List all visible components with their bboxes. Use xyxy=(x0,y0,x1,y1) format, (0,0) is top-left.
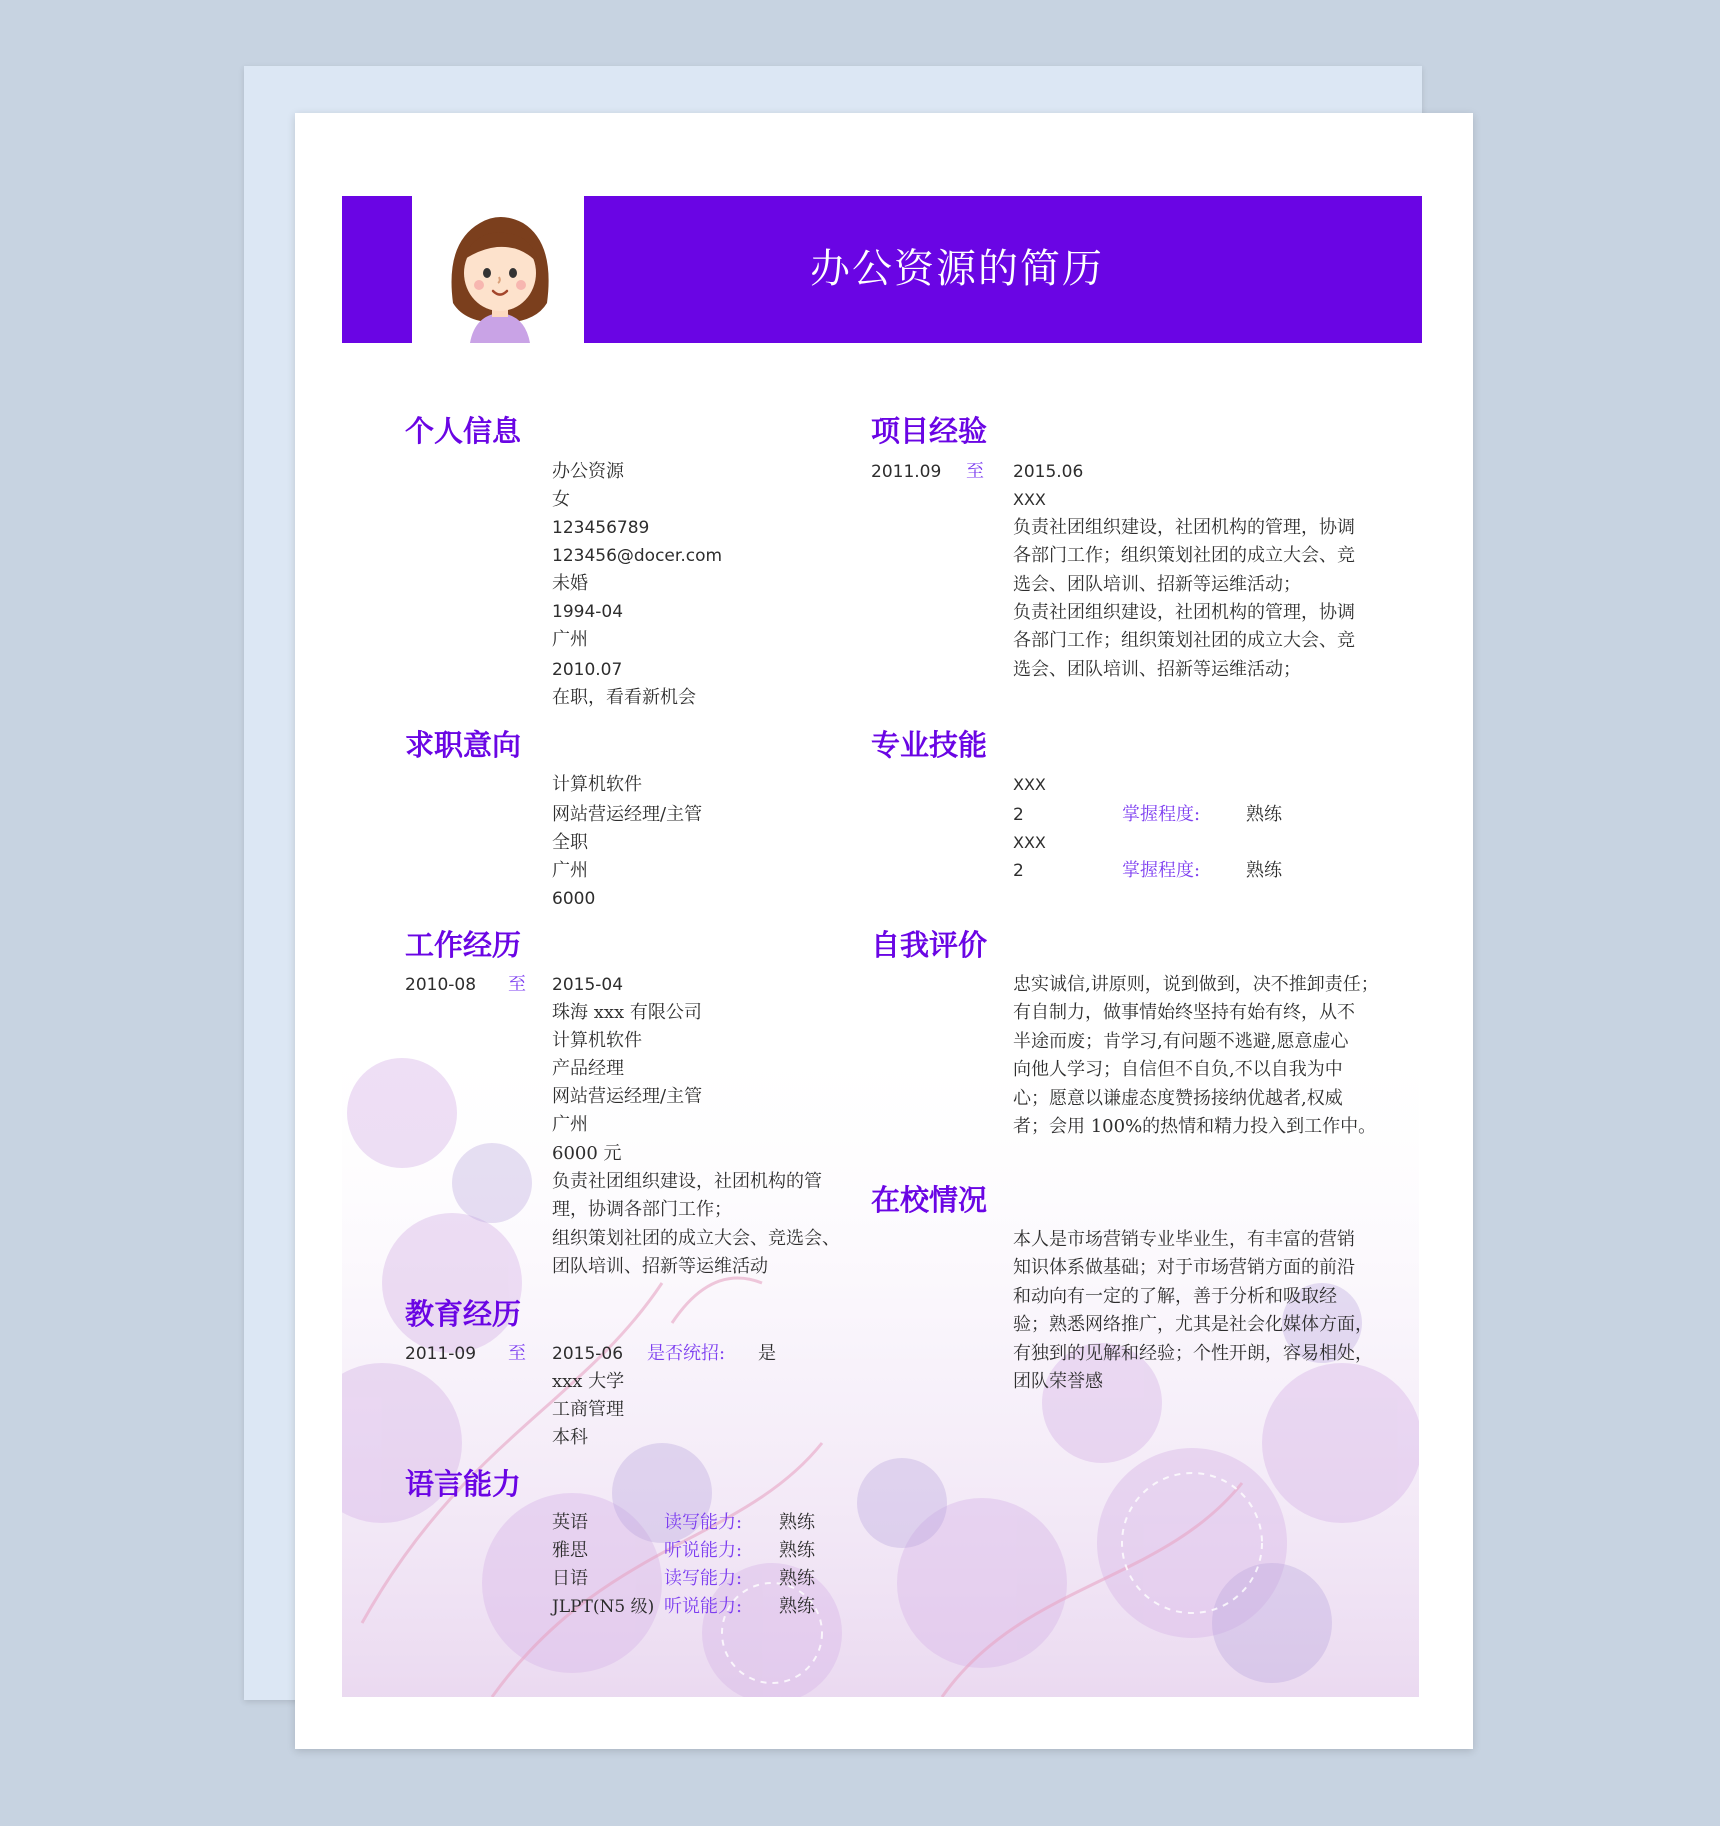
unified-label: 是否统招: xyxy=(647,1343,726,1364)
info-value: 工商管理 xyxy=(552,1399,624,1420)
info-value: XXX xyxy=(1013,833,1046,852)
info-value: 熟练 xyxy=(779,1568,815,1589)
info-label: 掌握程度: xyxy=(1122,860,1201,881)
text-line: 负责社团组织建设，社团机构的管理，协调 xyxy=(1013,517,1355,538)
info-value: 在职，看看新机会 xyxy=(552,687,696,708)
info-value: 熟练 xyxy=(779,1596,815,1617)
self-evaluation-text xyxy=(1013,971,1403,1141)
text-line: 团队荣誉感 xyxy=(1013,1371,1103,1393)
project-end-date: 2015.06 xyxy=(1013,462,1084,482)
edu-start-date: 2011-09 xyxy=(405,1344,477,1364)
info-value: JLPT(N5 级) xyxy=(552,1597,655,1617)
info-value: 2010.07 xyxy=(552,660,623,680)
info-value: 计算机软件 xyxy=(552,1030,642,1051)
section-title-personal: 个人信息 xyxy=(405,414,522,448)
info-value: 产品经理 xyxy=(552,1058,624,1079)
info-value: 珠海 xxx 有限公司 xyxy=(552,1002,702,1023)
text-line: 选会、团队培训、招新等运维活动； xyxy=(1013,573,1301,595)
info-value: 广州 xyxy=(552,1114,588,1135)
info-value: 2 xyxy=(1013,861,1024,881)
section-title-education: 教育经历 xyxy=(405,1297,522,1331)
info-value: 6000 元 xyxy=(552,1143,622,1164)
resume-title: 办公资源的简历 xyxy=(810,246,1104,292)
text-line: 半途而废；肯学习,有问题不逃避,愿意虚心 xyxy=(1013,1030,1349,1052)
campus-text xyxy=(1013,1226,1403,1396)
text-line: 忠实诚信,讲原则，说到做到，决不推卸责任； xyxy=(1013,974,1379,995)
section-title-self: 自我评价 xyxy=(871,928,988,962)
work-duty-text xyxy=(552,1168,872,1282)
avatar xyxy=(435,203,565,343)
info-value: 熟练 xyxy=(1246,860,1282,881)
info-value: 123456789 xyxy=(552,518,650,538)
info-value: 未婚 xyxy=(552,573,588,594)
section-title-skills: 专业技能 xyxy=(871,728,988,762)
info-value: 计算机软件 xyxy=(552,774,642,795)
info-label: 掌握程度: xyxy=(1122,804,1201,825)
section-title-campus: 在校情况 xyxy=(871,1183,988,1217)
text-line: 各部门工作；组织策划社团的成立大会、竞 xyxy=(1013,545,1355,567)
info-value: XXX xyxy=(1013,490,1046,509)
text-line: 心；愿意以谦虚态度赞扬接纳优越者,权威 xyxy=(1013,1087,1343,1109)
work-to: 至 xyxy=(508,974,526,995)
text-line: 向他人学习；自信但不自负,不以自我为中 xyxy=(1013,1059,1343,1081)
info-value: 日语 xyxy=(552,1568,588,1589)
info-value: 女 xyxy=(552,489,570,510)
info-value: 熟练 xyxy=(779,1512,815,1533)
text-line: 组织策划社团的成立大会、竞选会、 xyxy=(552,1227,840,1249)
info-value: 123456@docer.com xyxy=(552,546,723,566)
info-label: 听说能力: xyxy=(664,1596,743,1617)
text-line: 负责社团组织建设，社团机构的管理，协调 xyxy=(1013,602,1355,623)
text-line: 各部门工作；组织策划社团的成立大会、竞 xyxy=(1013,630,1355,652)
project-duty xyxy=(1013,599,1393,684)
info-value: 6000 xyxy=(552,889,596,909)
work-end-date: 2015-04 xyxy=(552,975,624,995)
work-start-date: 2010-08 xyxy=(405,975,477,995)
unified-value: 是 xyxy=(758,1343,776,1364)
info-label: 听说能力: xyxy=(664,1540,743,1561)
section-title-language: 语言能力 xyxy=(405,1467,522,1501)
text-line: 知识体系做基础；对于市场营销方面的前沿 xyxy=(1013,1257,1355,1279)
text-line: 理，协调各部门工作； xyxy=(552,1199,732,1221)
edu-end-date: 2015-06 xyxy=(552,1344,624,1364)
project-description xyxy=(1013,514,1393,599)
info-value: 广州 xyxy=(552,860,588,881)
header-left-block xyxy=(342,196,412,343)
info-value: 雅思 xyxy=(552,1540,588,1561)
info-value: XXX xyxy=(1013,775,1046,794)
section-title-project: 项目经验 xyxy=(871,414,988,448)
text-line: 选会、团队培训、招新等运维活动； xyxy=(1013,658,1301,680)
info-value: 网站营运经理/主管 xyxy=(552,1086,703,1107)
info-value: 熟练 xyxy=(779,1540,815,1561)
info-label: 读写能力: xyxy=(664,1568,743,1589)
info-value: xxx 大学 xyxy=(552,1371,625,1392)
text-line: 有独到的见解和经验；个性开朗，容易相处， xyxy=(1013,1342,1373,1364)
info-value: 网站营运经理/主管 xyxy=(552,804,703,825)
text-line: 团队培训、招新等运维活动 xyxy=(552,1256,768,1278)
edu-to: 至 xyxy=(508,1343,526,1364)
info-value: 熟练 xyxy=(1246,804,1282,825)
resume-page xyxy=(295,113,1473,1749)
project-start-date: 2011.09 xyxy=(871,462,942,482)
info-value: 全职 xyxy=(552,832,588,853)
info-value: 广州 xyxy=(552,629,588,650)
text-line: 验；熟悉网络推广，尤其是社会化媒体方面， xyxy=(1013,1314,1373,1336)
info-value: 办公资源 xyxy=(552,461,624,482)
info-label: 读写能力: xyxy=(664,1512,743,1533)
section-title-work: 工作经历 xyxy=(405,928,522,962)
section-title-intent: 求职意向 xyxy=(405,728,522,762)
info-value: 英语 xyxy=(552,1512,588,1533)
info-value: 1994-04 xyxy=(552,602,624,622)
text-line: 有自制力，做事情始终坚持有始有终，从不 xyxy=(1013,1002,1355,1024)
info-value: 本科 xyxy=(552,1427,588,1448)
text-line: 和动向有一定的了解，善于分析和吸取经 xyxy=(1013,1285,1337,1307)
text-line: 者；会用 100%的热情和精力投入到工作中。 xyxy=(1013,1116,1377,1138)
text-line: 负责社团组织建设，社团机构的管 xyxy=(552,1171,822,1192)
project-to: 至 xyxy=(966,461,984,482)
info-value: 2 xyxy=(1013,805,1024,825)
text-line: 本人是市场营销专业毕业生，有丰富的营销 xyxy=(1013,1229,1355,1250)
